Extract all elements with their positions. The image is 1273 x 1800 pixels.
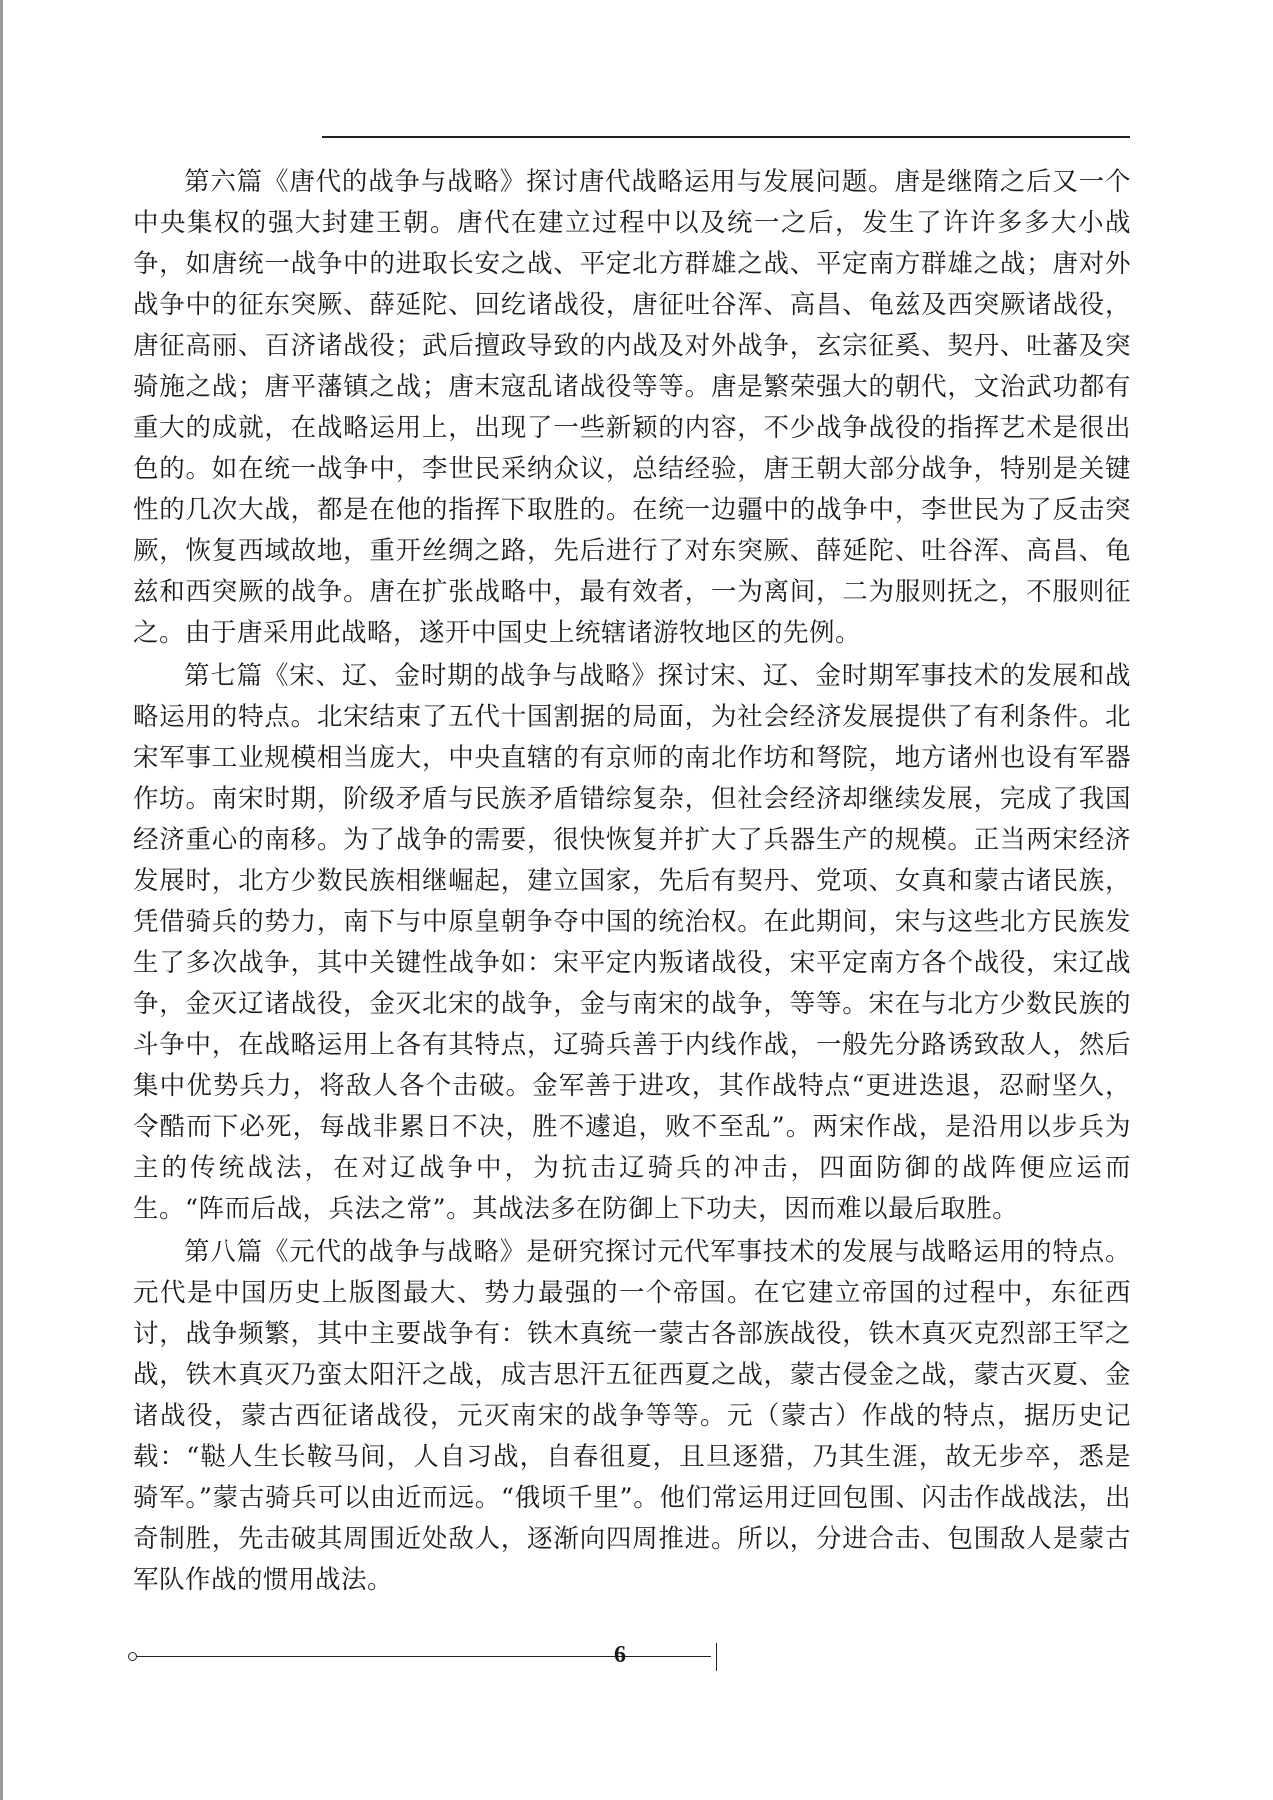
paragraph-yuan: 第八篇《元代的战争与战略》是研究探讨元代军事技术的发展与战略运用的特点。元代是中国历史上版图最大、势力最强的一个帝国。在它建立帝国的过程中，东征西讨，战争频繁，其中主要战争有：铁木真统一蒙古各部族战役，铁木真灭克烈部王罕之战，铁木真灭乃蛮太阳汗之战，成吉思汗五征西夏之战，蒙古侵金之战，蒙古灭夏、金诸战役，蒙古西征诸战役，元灭南宋的战争等等。元（蒙古）作战的特点，据历史记载：“鞑人生长鞍马间，人自习战，自春徂夏，且旦逐猎，乃其生涯，故无步卒，悉是骑军。”蒙古骑兵可以由近而远。“俄顷千里”。他们常运用迂回包围、闪击作战战法，出奇制胜，先击破其周围近处敌人，逐渐向四周推进。所以，分进合击、包围敌人是蒙古军队作战的惯用战法。 [133,1237,1131,1595]
page-number: 6 [614,1642,626,1668]
footer-circle-icon [128,1652,137,1661]
scan-edge [0,0,3,1800]
footer-tick [716,1643,717,1671]
paragraph-tang: 第六篇《唐代的战争与战略》探讨唐代战略运用与发展问题。唐是继隋之后又一个中央集权的强大封建王朝。唐代在建立过程中以及统一之后，发生了许许多多大小战争，如唐统一战争中的进取长安之战、平定北方群雄之战、平定南方群雄之战；唐对外战争中的征东突厥、薛延陀、回纥诸战役，唐征吐谷浑、高昌、龟兹及西突厥诸战役，唐征高丽、百济诸战役；武后擅政导致的内战及对外战争，玄宗征奚、契丹、吐蕃及突骑施之战；唐平藩镇之战；唐末寇乱诸战役等等。唐是繁荣强大的朝代，文治武功都有重大的成就，在战略运用上，出现了一些新颖的内容，不少战争战役的指挥艺术是很出色的。如在统一战争中，李世民采纳众议，总结经验，唐王朝大部分战争，特别是关键性的几次大战，都是在他的指挥下取胜的。在统一边疆中的战争中，李世民为了反击突厥，恢复西域故地，重开丝绸之路，先后进行了对东突厥、薛延陀、吐谷浑、高昌、龟兹和西突厥的战争。唐在扩张战略中，最有效者，一为离间，二为服则抚之，不服则征之。由于唐采用此战略，遂开中国史上统辖诸游牧地区的先例。 [133,167,1131,648]
body-text [133,162,1131,1622]
footer-ornament [128,1646,728,1676]
header-rule [322,136,1130,138]
paragraph-song-liao-jin: 第七篇《宋、辽、金时期的战争与战略》探讨宋、辽、金时期军事技术的发展和战略运用的特点。北宋结束了五代十国割据的局面，为社会经济发展提供了有利条件。北宋军事工业规模相当庞大，中央直辖的有京师的南北作坊和弩院，地方诸州也设有军器作坊。南宋时期，阶级矛盾与民族矛盾错综复杂，但社会经济却继续发展，完成了我国经济重心的南移。为了战争的需要，很快恢复并扩大了兵器生产的规模。正当两宋经济发展时，北方少数民族相继崛起，建立国家，先后有契丹、党项、女真和蒙古诸民族，凭借骑兵的势力，南下与中原皇朝争夺中国的统治权。在此期间，宋与这些北方民族发生了多次战争，其中关键性战争如：宋平定内叛诸战役，宋平定南方各个战役，宋辽战争，金灭辽诸战役，金灭北宋的战争，金与南宋的战争，等等。宋在与北方少数民族的斗争中，在战略运用上各有其特点，辽骑兵善于内线作战，一般先分路诱致敌人，然后集中优势兵力，将敌人各个击破。金军善于进攻，其作战特点“更进迭退，忍耐坚久，令酷而下必死，每战非累日不决，胜不遽追，败不至乱”。两宋作战，是沿用以步兵为主的传统战法，在对辽战争中，为抗击辽骑兵的冲击，四面防御的战阵便应运而生。“阵而后战，兵法之常”。其战法多在防御上下功夫，因而难以最后取胜。 [133,661,1131,1224]
